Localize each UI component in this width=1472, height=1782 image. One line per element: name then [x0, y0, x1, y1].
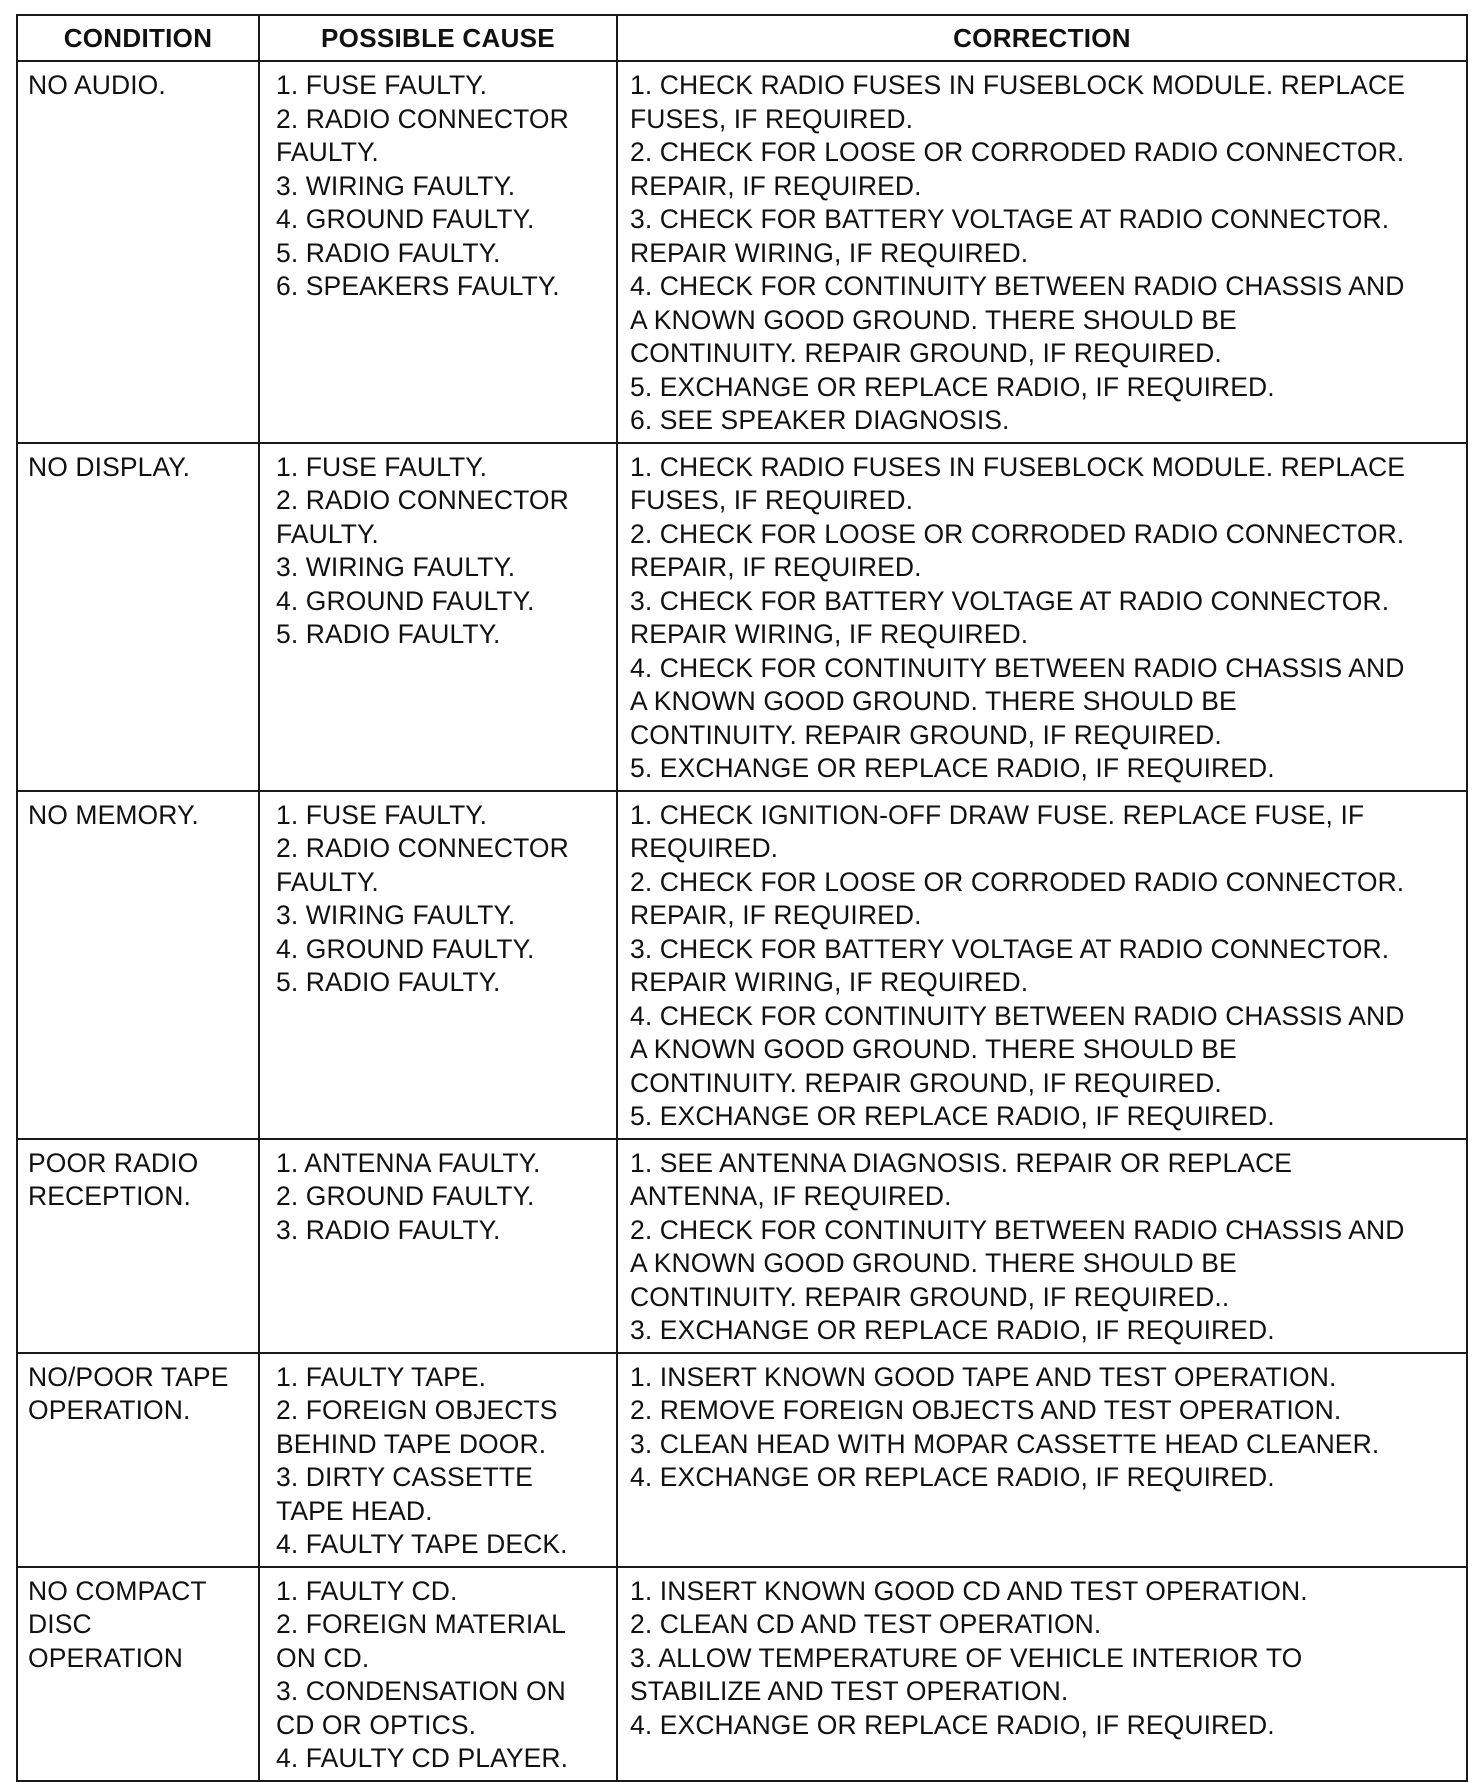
correction-text-line: 1. INSERT KNOWN GOOD TAPE AND TEST OPERATION.: [630, 1361, 1337, 1392]
condition-text-line: NO MEMORY.: [28, 799, 199, 830]
correction-text-line: 2. CHECK FOR LOOSE OR CORRODED RADIO CONNECTOR.: [630, 518, 1405, 549]
cause-text-line: 3. WIRING FAULTY.: [276, 552, 516, 582]
cause-text-line: 1. FUSE FAULTY.: [276, 70, 488, 100]
correction-cell: [617, 443, 1467, 791]
correction-text-line: 1. INSERT KNOWN GOOD CD AND TEST OPERATION.: [630, 1575, 1308, 1606]
correction-text-line: REQUIRED.: [630, 833, 779, 863]
correction-text-line: 1. CHECK RADIO FUSES IN FUSEBLOCK MODULE. REPLACE: [630, 70, 1406, 100]
possible-cause-cell: [259, 443, 617, 791]
cause-text-line: FAULTY.: [276, 137, 379, 167]
cause-text-line: 2. FOREIGN OBJECTS: [276, 1395, 558, 1425]
header-correction: CORRECTION: [617, 15, 1467, 61]
correction-text-line: 1. SEE ANTENNA DIAGNOSIS. REPAIR OR REPLACE: [630, 1147, 1293, 1178]
cause-text-line: 2. RADIO CONNECTOR: [276, 833, 569, 863]
correction-text-line: 4. CHECK FOR CONTINUITY BETWEEN RADIO CHASSIS AND: [630, 271, 1405, 301]
correction-text-line: A KNOWN GOOD GROUND. THERE SHOULD BE: [630, 686, 1237, 716]
cause-text-line: 4. GROUND FAULTY.: [276, 204, 535, 234]
correction-text-line: REPAIR, IF REQUIRED.: [630, 170, 922, 201]
correction-text-line: 4. CHECK FOR CONTINUITY BETWEEN RADIO CHASSIS AND: [630, 652, 1405, 683]
correction-text-line: 3. CLEAN HEAD WITH MOPAR CASSETTE HEAD CLEANER.: [630, 1428, 1380, 1459]
header-condition: CONDITION: [17, 15, 259, 61]
cause-text-line: 6. SPEAKERS FAULTY.: [276, 271, 560, 301]
cause-text-line: BEHIND TAPE DOOR.: [276, 1428, 547, 1459]
header-row: [17, 15, 1467, 61]
correction-text-line: 5. EXCHANGE OR REPLACE RADIO, IF REQUIRED.: [630, 371, 1275, 402]
condition-cell: [17, 443, 259, 791]
table-row: [17, 443, 1467, 791]
correction-cell: [617, 791, 1467, 1139]
correction-text-line: 4. EXCHANGE OR REPLACE RADIO, IF REQUIRED.: [630, 1709, 1275, 1740]
cause-text-line: CD OR OPTICS.: [276, 1709, 477, 1740]
cause-text-line: 5. RADIO FAULTY.: [276, 619, 501, 649]
condition-cell: [17, 791, 259, 1139]
table-row: [17, 1567, 1467, 1781]
correction-text-line: 2. CLEAN CD AND TEST OPERATION.: [630, 1609, 1102, 1639]
correction-cell: [617, 1139, 1467, 1353]
table-row: [17, 1139, 1467, 1353]
correction-text-line: 3. CHECK FOR BATTERY VOLTAGE AT RADIO CONNECTOR.: [630, 204, 1390, 234]
correction-text-line: CONTINUITY. REPAIR GROUND, IF REQUIRED.: [630, 338, 1222, 368]
condition-text-line: OPERATION.: [28, 1395, 191, 1425]
cause-text-line: 1. ANTENNA FAULTY.: [276, 1147, 541, 1178]
correction-text-line: 4. CHECK FOR CONTINUITY BETWEEN RADIO CHASSIS AND: [630, 1000, 1405, 1031]
cause-text-line: FAULTY.: [276, 518, 379, 549]
possible-cause-cell: [259, 1139, 617, 1353]
correction-text-line: CONTINUITY. REPAIR GROUND, IF REQUIRED..: [630, 1281, 1230, 1312]
cause-text-line: 4. GROUND FAULTY.: [276, 585, 535, 616]
correction-text-line: 4. EXCHANGE OR REPLACE RADIO, IF REQUIRED.: [630, 1462, 1275, 1492]
cause-text-line: 1. FUSE FAULTY.: [276, 799, 488, 830]
correction-text-line: 3. EXCHANGE OR REPLACE RADIO, IF REQUIRED.: [630, 1315, 1275, 1345]
possible-cause-cell: [259, 1567, 617, 1781]
correction-text-line: REPAIR WIRING, IF REQUIRED.: [630, 619, 1029, 649]
condition-cell: [17, 1353, 259, 1567]
correction-cell: [617, 1567, 1467, 1781]
correction-text-line: 1. CHECK IGNITION-OFF DRAW FUSE. REPLACE FUSE, IF: [630, 799, 1365, 830]
cause-text-line: 1. FAULTY TAPE.: [276, 1361, 487, 1392]
cause-text-line: 2. RADIO CONNECTOR: [276, 485, 569, 515]
condition-cell: [17, 1567, 259, 1781]
correction-cell: [617, 61, 1467, 443]
table-row: [17, 61, 1467, 443]
correction-text-line: CONTINUITY. REPAIR GROUND, IF REQUIRED.: [630, 1067, 1222, 1098]
cause-text-line: ON CD.: [276, 1642, 370, 1673]
cause-text-line: 3. CONDENSATION ON: [276, 1676, 566, 1706]
condition-text-line: NO COMPACT: [28, 1575, 207, 1606]
condition-text-line: NO AUDIO.: [28, 70, 166, 100]
correction-text-line: 2. REMOVE FOREIGN OBJECTS AND TEST OPERATION.: [630, 1395, 1342, 1425]
cause-text-line: 5. RADIO FAULTY.: [276, 967, 501, 997]
correction-text-line: CONTINUITY. REPAIR GROUND, IF REQUIRED.: [630, 719, 1222, 750]
condition-text-line: OPERATION: [28, 1642, 184, 1673]
correction-text-line: 1. CHECK RADIO FUSES IN FUSEBLOCK MODULE. REPLACE: [630, 451, 1406, 482]
cause-text-line: 3. RADIO FAULTY.: [276, 1214, 501, 1245]
condition-text-line: NO DISPLAY.: [28, 451, 191, 482]
correction-text-line: REPAIR, IF REQUIRED.: [630, 552, 922, 582]
cause-text-line: 4. FAULTY CD PLAYER.: [276, 1743, 569, 1773]
correction-text-line: 2. CHECK FOR CONTINUITY BETWEEN RADIO CHASSIS AND: [630, 1214, 1405, 1245]
condition-text-line: RECEPTION.: [28, 1181, 191, 1211]
correction-text-line: A KNOWN GOOD GROUND. THERE SHOULD BE: [630, 1034, 1237, 1064]
header-possible-cause: POSSIBLE CAUSE: [259, 15, 617, 61]
correction-text-line: REPAIR WIRING, IF REQUIRED.: [630, 237, 1029, 268]
possible-cause-cell: [259, 61, 617, 443]
correction-text-line: 3. ALLOW TEMPERATURE OF VEHICLE INTERIOR TO: [630, 1642, 1303, 1673]
cause-text-line: 5. RADIO FAULTY.: [276, 237, 501, 268]
correction-text-line: 5. EXCHANGE OR REPLACE RADIO, IF REQUIRED.: [630, 753, 1275, 783]
cause-text-line: 3. WIRING FAULTY.: [276, 900, 516, 930]
radio-diagnosis-table: [16, 14, 1468, 1782]
correction-text-line: 3. CHECK FOR BATTERY VOLTAGE AT RADIO CONNECTOR.: [630, 585, 1390, 616]
correction-text-line: FUSES, IF REQUIRED.: [630, 103, 914, 134]
condition-text-line: DISC: [28, 1609, 92, 1639]
correction-text-line: 2. CHECK FOR LOOSE OR CORRODED RADIO CONNECTOR.: [630, 866, 1405, 897]
correction-text-line: ANTENNA, IF REQUIRED.: [630, 1181, 952, 1211]
correction-text-line: FUSES, IF REQUIRED.: [630, 485, 914, 515]
correction-text-line: 2. CHECK FOR LOOSE OR CORRODED RADIO CONNECTOR.: [630, 137, 1405, 167]
cause-text-line: 1. FUSE FAULTY.: [276, 451, 488, 482]
condition-cell: [17, 1139, 259, 1353]
cause-text-line: FAULTY.: [276, 866, 379, 897]
cause-text-line: 2. RADIO CONNECTOR: [276, 103, 569, 134]
possible-cause-cell: [259, 1353, 617, 1567]
cause-text-line: 3. DIRTY CASSETTE: [276, 1462, 533, 1492]
cause-text-line: 2. FOREIGN MATERIAL: [276, 1609, 567, 1639]
correction-text-line: 3. CHECK FOR BATTERY VOLTAGE AT RADIO CONNECTOR.: [630, 933, 1390, 964]
cause-text-line: 1. FAULTY CD.: [276, 1575, 458, 1606]
condition-text-line: POOR RADIO: [28, 1147, 199, 1178]
cause-text-line: 3. WIRING FAULTY.: [276, 170, 516, 201]
correction-text-line: 5. EXCHANGE OR REPLACE RADIO, IF REQUIRED.: [630, 1101, 1275, 1131]
table-row: [17, 791, 1467, 1139]
possible-cause-cell: [259, 791, 617, 1139]
correction-text-line: A KNOWN GOOD GROUND. THERE SHOULD BE: [630, 1248, 1237, 1278]
correction-text-line: A KNOWN GOOD GROUND. THERE SHOULD BE: [630, 304, 1237, 335]
table-body: [17, 61, 1467, 1781]
correction-text-line: REPAIR, IF REQUIRED.: [630, 900, 922, 930]
cause-text-line: TAPE HEAD.: [276, 1495, 433, 1526]
correction-text-line: STABILIZE AND TEST OPERATION.: [630, 1676, 1069, 1706]
condition-cell: [17, 61, 259, 443]
cause-text-line: 4. FAULTY TAPE DECK.: [276, 1529, 568, 1559]
condition-text-line: NO/POOR TAPE: [28, 1361, 229, 1392]
cause-text-line: 4. GROUND FAULTY.: [276, 933, 535, 964]
cause-text-line: 2. GROUND FAULTY.: [276, 1181, 535, 1211]
table-row: [17, 1353, 1467, 1567]
correction-text-line: 6. SEE SPEAKER DIAGNOSIS.: [630, 405, 1010, 435]
correction-cell: [617, 1353, 1467, 1567]
correction-text-line: REPAIR WIRING, IF REQUIRED.: [630, 967, 1029, 997]
